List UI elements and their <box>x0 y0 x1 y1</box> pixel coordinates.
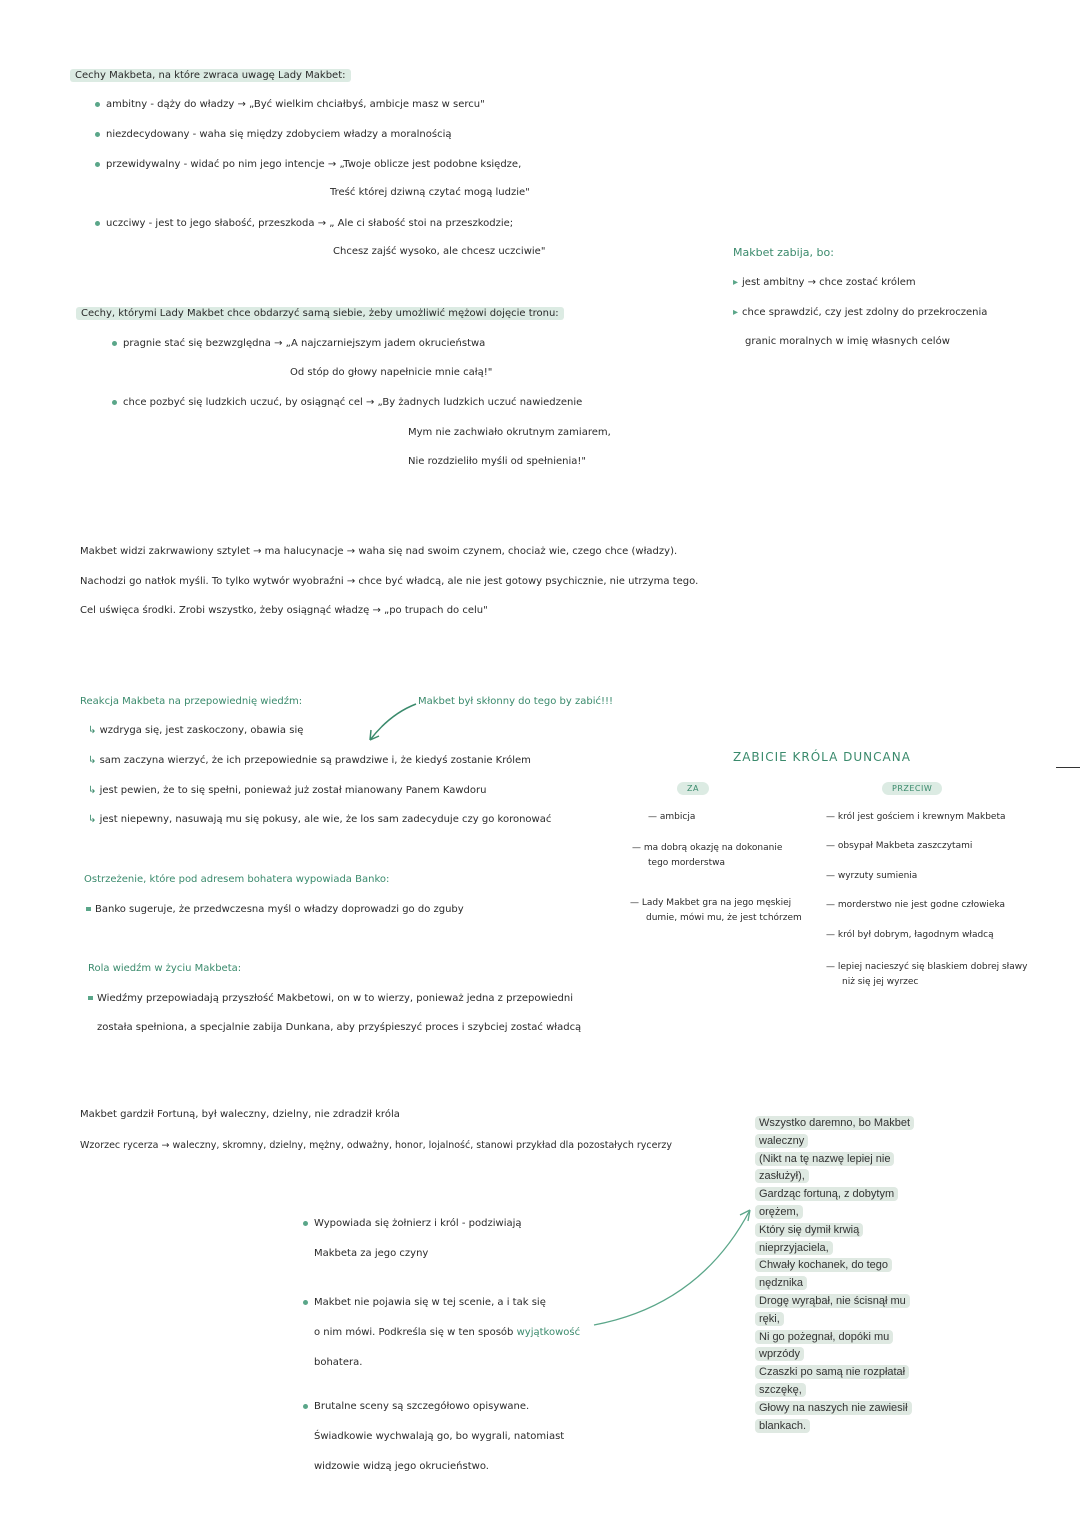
witches-line: została spełniona, a specjalnie zabija Dunkana, aby przyśpieszyć proces i szybciej zostać władcą <box>97 1022 582 1033</box>
quote-line: nędznika <box>755 1276 807 1290</box>
reaction-item: ↳ jest niepewny, nasuwają mu się pokusy, ale wie, że los sam zadecyduje czy go koronować <box>88 814 552 825</box>
za-item: — ma dobrą okazję na dokonanie tego morderstwa <box>632 843 783 868</box>
quote-line: Który się dymił krwią <box>755 1223 863 1237</box>
przeciw-item: — wyrzuty sumienia <box>826 871 918 881</box>
heading-kills: Makbet zabija, bo: <box>733 246 834 259</box>
quote-line: Gardząc fortuną, z dobytym <box>755 1187 898 1201</box>
quote-line: orężem, <box>755 1205 803 1219</box>
quote-line: Chcesz zajść wysoko, ale chcesz uczciwie" <box>333 246 546 257</box>
note-willing: Makbet był skłonny do tego by zabić!!! <box>418 696 613 707</box>
kills-item: ▸ chce sprawdzić, czy jest zdolny do przekroczenia <box>733 307 988 318</box>
bullet-soldier: Wypowiada się żołnierz i król - podziwiają Makbeta za jego czyny <box>303 1209 522 1269</box>
quote-line: szczękę, <box>755 1383 806 1397</box>
heading-reaction: Reakcja Makbeta na przepowiednię wiedźm: <box>80 696 303 707</box>
quote-line: Ni go pożegnał, dopóki mu <box>755 1330 893 1344</box>
quote-line: zasłużył), <box>755 1169 809 1183</box>
reaction-item: ↳ wzdryga się, jest zaskoczony, obawia się <box>88 725 304 736</box>
triangle-bullet-icon: ▸ <box>733 307 739 318</box>
fortune-line: Makbet gardził Fortuną, był waleczny, dzielny, nie zdradził króla <box>80 1109 400 1120</box>
quote-line: Chwały kochanek, do tego <box>755 1258 892 1272</box>
quote-line: Od stóp do głowy napełnicie mnie całą!" <box>290 367 493 378</box>
przeciw-item: — król jest gościem i krewnym Makbeta <box>826 812 1006 822</box>
bullet-absent: Makbet nie pojawia się w tej scenie, a i tak się o nim mówi. Podkreśla się w ten sposób wyjątkowość bohatera. <box>303 1288 580 1378</box>
kills-item: ▸ jest ambitny → chce zostać królem <box>733 277 916 288</box>
przeciw-item: — lepiej nacieszyć się blaskiem dobrej sławy niż się jej wyrzec <box>826 962 1028 987</box>
heading-lady-traits: Cechy, którymi Lady Makbet chce obdarzyć samą siebie, żeby umożliwić mężowi dojęcie tronu: <box>76 307 564 320</box>
quote-line: waleczny <box>755 1134 808 1148</box>
quote-line: blankach. <box>755 1419 810 1433</box>
bullet-icon <box>95 132 100 137</box>
bullet-icon <box>95 162 100 167</box>
heading-warning: Ostrzeżenie, które pod adresem bohatera wypowiada Banko: <box>84 874 390 885</box>
bullet-brutal: Brutalne sceny są szczegółowo opisywane. Świadkowie wychwalają go, bo wygrali, natomiast widzowie widzą jego okrucieństwo. <box>303 1392 564 1482</box>
trait-honest: uczciwy - jest to jego słabość, przeszkoda → „ Ale ci słabość stoi na przeszkodzie; <box>95 218 513 229</box>
quote-line: Głowy na naszych nie zawiesił <box>755 1401 912 1415</box>
arrow-bullet-icon: ↳ <box>88 814 100 825</box>
przeciw-label: PRZECIW <box>882 782 942 795</box>
arrow-to-quote-icon <box>590 1195 760 1330</box>
curved-arrow-icon <box>360 700 420 746</box>
heading-makbet-traits: Cechy Makbeta, na które zwraca uwagę Lady Makbet: <box>70 69 351 82</box>
quote-line: Mym nie zachwiało okrutnym zamiarem, <box>408 427 611 438</box>
quote-line: Czaszki po samą nie rozpłatał <box>755 1365 909 1379</box>
heading-witches: Rola wiedźm w życiu Makbeta: <box>88 963 242 974</box>
bullet-icon <box>303 1221 308 1226</box>
lady-trait: chce pozbyć się ludzkich uczuć, by osiągnąć cel → „By żadnych ludzkich uczuć nawiedzenie <box>112 397 582 408</box>
duncan-title: ZABICIE KRÓLA DUNCANA <box>733 750 911 764</box>
square-bullet-icon <box>86 907 91 911</box>
quote-line: Drogę wyrąbał, nie ścisnął mu <box>755 1294 910 1308</box>
arrow-bullet-icon: ↳ <box>88 785 100 796</box>
kills-item-cont: granic moralnych w imię własnych celów <box>745 336 950 347</box>
arrow-bullet-icon: ↳ <box>88 725 100 736</box>
bullet-icon <box>303 1404 308 1409</box>
quote-line: Wszystko daremno, bo Makbet <box>755 1116 914 1130</box>
bullet-icon <box>95 102 100 107</box>
bullet-icon <box>112 341 117 346</box>
bullet-icon <box>303 1300 308 1305</box>
quote-box <box>755 1115 914 1435</box>
reaction-item: ↳ jest pewien, że to się spełni, ponieważ już został mianowany Panem Kawdoru <box>88 785 487 796</box>
triangle-bullet-icon: ▸ <box>733 277 739 288</box>
knight-line: Wzorzec rycerza → waleczny, skromny, dzielny, mężny, odważny, honor, lojalność, stanowi przykład dla pozostałych rycerzy <box>80 1140 672 1151</box>
trait-ambitious: ambitny - dąży do władzy → „Być wielkim chciałbyś, ambicje masz w sercu" <box>95 99 485 110</box>
dagger-line: Nachodzi go natłok myśli. To tylko wytwór wyobraźni → chce być władcą, ale nie jest gotowy psychicznie, nie utrzyma tego. <box>80 576 699 587</box>
trait-indecisive: niezdecydowany - waha się między zdobyciem władzy a moralnością <box>95 129 452 140</box>
przeciw-item: — król był dobrym, łagodnym władcą <box>826 930 994 940</box>
dagger-line: Makbet widzi zakrwawiony sztylet → ma halucynacje → waha się nad swoim czynem, chociaż wie, czego chce (władzy). <box>80 546 678 557</box>
quote-line: Treść której dziwną czytać mogą ludzie" <box>330 187 530 198</box>
za-item: — Lady Makbet gra na jego męskiej dumie, mówi mu, że jest tchórzem <box>630 898 802 923</box>
arrow-bullet-icon: ↳ <box>88 755 100 766</box>
przeciw-item: — obsypał Makbeta zaszczytami <box>826 841 973 851</box>
highlight-word: wyjątkowość <box>516 1327 581 1338</box>
reaction-item: ↳ sam zaczyna wierzyć, że ich przepowiednie są prawdziwe i, że kiedyś zostanie Królem <box>88 755 531 766</box>
za-label: ZA <box>677 782 709 795</box>
quote-line: nieprzyjaciela, <box>755 1241 833 1255</box>
trait-predictable: przewidywalny - widać po nim jego intencje → „Twoje oblicze jest podobne księdze, <box>95 159 521 170</box>
square-bullet-icon <box>88 996 93 1000</box>
bullet-icon <box>95 221 100 226</box>
lady-trait: pragnie stać się bezwzględna → „A najczarniejszym jadem okrucieństwa <box>112 338 485 349</box>
witches-line: Wiedźmy przepowiadają przyszłość Makbetowi, on w to wierzy, ponieważ jedna z przepowiedni <box>88 993 573 1004</box>
warning-item: Banko sugeruje, że przedwczesna myśl o władzy doprowadzi go do zguby <box>86 904 464 915</box>
za-item: — ambicja <box>648 812 696 822</box>
quote-line: ręki, <box>755 1312 784 1326</box>
bullet-icon <box>112 400 117 405</box>
quote-line: (Nikt na tę nazwę lepiej nie <box>755 1152 894 1166</box>
dagger-line: Cel uświęca środki. Zrobi wszystko, żeby osiągnąć władzę → „po trupach do celu" <box>80 605 488 616</box>
quote-line: Nie rozdzieliło myśli od spełnienia!" <box>408 456 586 467</box>
przeciw-item: — morderstwo nie jest godne człowieka <box>826 900 1006 910</box>
divider <box>1056 767 1080 768</box>
quote-line: wprzódy <box>755 1347 804 1361</box>
